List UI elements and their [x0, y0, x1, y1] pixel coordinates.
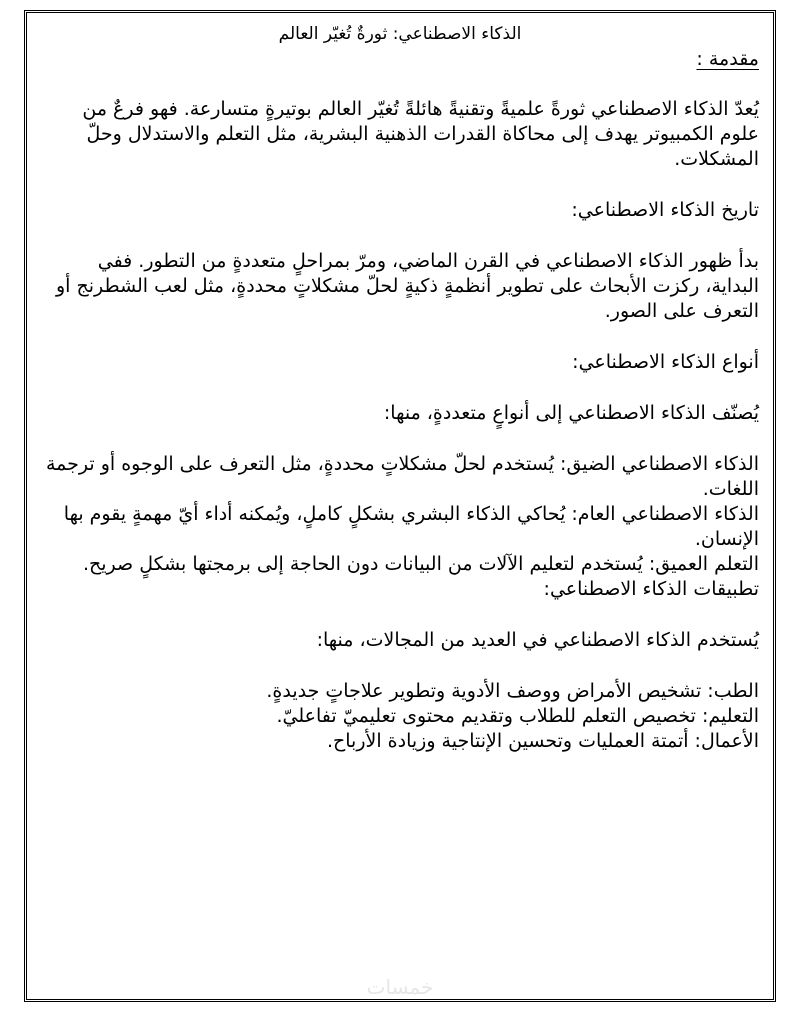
spacer: [41, 71, 759, 97]
list-item: التعلم العميق: يُستخدم لتعليم الآلات من البيانات دون الحاجة إلى برمجتها بشكلٍ صريح.: [82, 553, 759, 575]
intro-paragraph: يُعدّ الذكاء الاصطناعي ثورةً علميةً وتقنيةً هائلةً تُغيّر العالم بوتيرةٍ متسارعة. فهو فرعٌ من علوم الكمبيوتر يهدف إلى محاكاة القدرات الذهنية البشرية، مثل التعلم والاستدلال وحلّ المشكلات.: [82, 98, 759, 170]
document-page: [24, 10, 776, 1002]
spacer: [41, 426, 759, 452]
list-item: الذكاء الاصطناعي الضيق: يُستخدم لحلّ مشكلاتٍ محددةٍ، مثل التعرف على الوجوه أو ترجمة اللغات.: [45, 453, 759, 500]
list-item: الذكاء الاصطناعي العام: يُحاكي الذكاء البشري بشكلٍ كاملٍ، ويُمكنه أداء أيّ مهمةٍ يقوم بها الإنسان.: [63, 503, 759, 550]
spacer: [41, 172, 759, 198]
spacer: [41, 375, 759, 401]
watermark: خمسات: [366, 975, 434, 999]
document-title: الذكاء الاصطناعي: ثورةٌ تُغيّر العالم: [278, 24, 522, 44]
applications-heading: تطبيقات الذكاء الاصطناعي:: [543, 578, 759, 600]
document-body: [41, 13, 759, 999]
spacer: [41, 602, 759, 628]
types-heading: أنواع الذكاء الاصطناعي:: [572, 351, 759, 373]
applications-intro: يُستخدم الذكاء الاصطناعي في العديد من المجالات، منها:: [316, 629, 759, 651]
list-item: الطب: تشخيص الأمراض ووصف الأدوية وتطوير علاجاتٍ جديدةٍ.: [266, 680, 759, 702]
history-heading: تاريخ الذكاء الاصطناعي:: [571, 199, 759, 221]
intro-heading-text: مقدمة :: [696, 48, 759, 70]
spacer: [41, 324, 759, 350]
list-item: التعليم: تخصيص التعلم للطلاب وتقديم محتوى تعليميّ تفاعليّ.: [276, 705, 759, 727]
history-paragraph: بدأ ظهور الذكاء الاصطناعي في القرن الماضي، ومرّ بمراحلٍ متعددةٍ من التطور. ففي البداية، ركزت الأبحاث على تطوير أنظمةٍ ذكيةٍ لحلّ مشكلاتٍ محددةٍ، مثل لعب الشطرنج أو التعرف على الصور.: [55, 250, 759, 322]
spacer: [41, 223, 759, 249]
spacer: [41, 653, 759, 679]
types-intro: يُصنّف الذكاء الاصطناعي إلى أنواعٍ متعددةٍ، منها:: [383, 402, 759, 424]
list-item: الأعمال: أتمتة العمليات وتحسين الإنتاجية وزيادة الأرباح.: [326, 730, 759, 752]
intro-heading: [41, 47, 759, 71]
